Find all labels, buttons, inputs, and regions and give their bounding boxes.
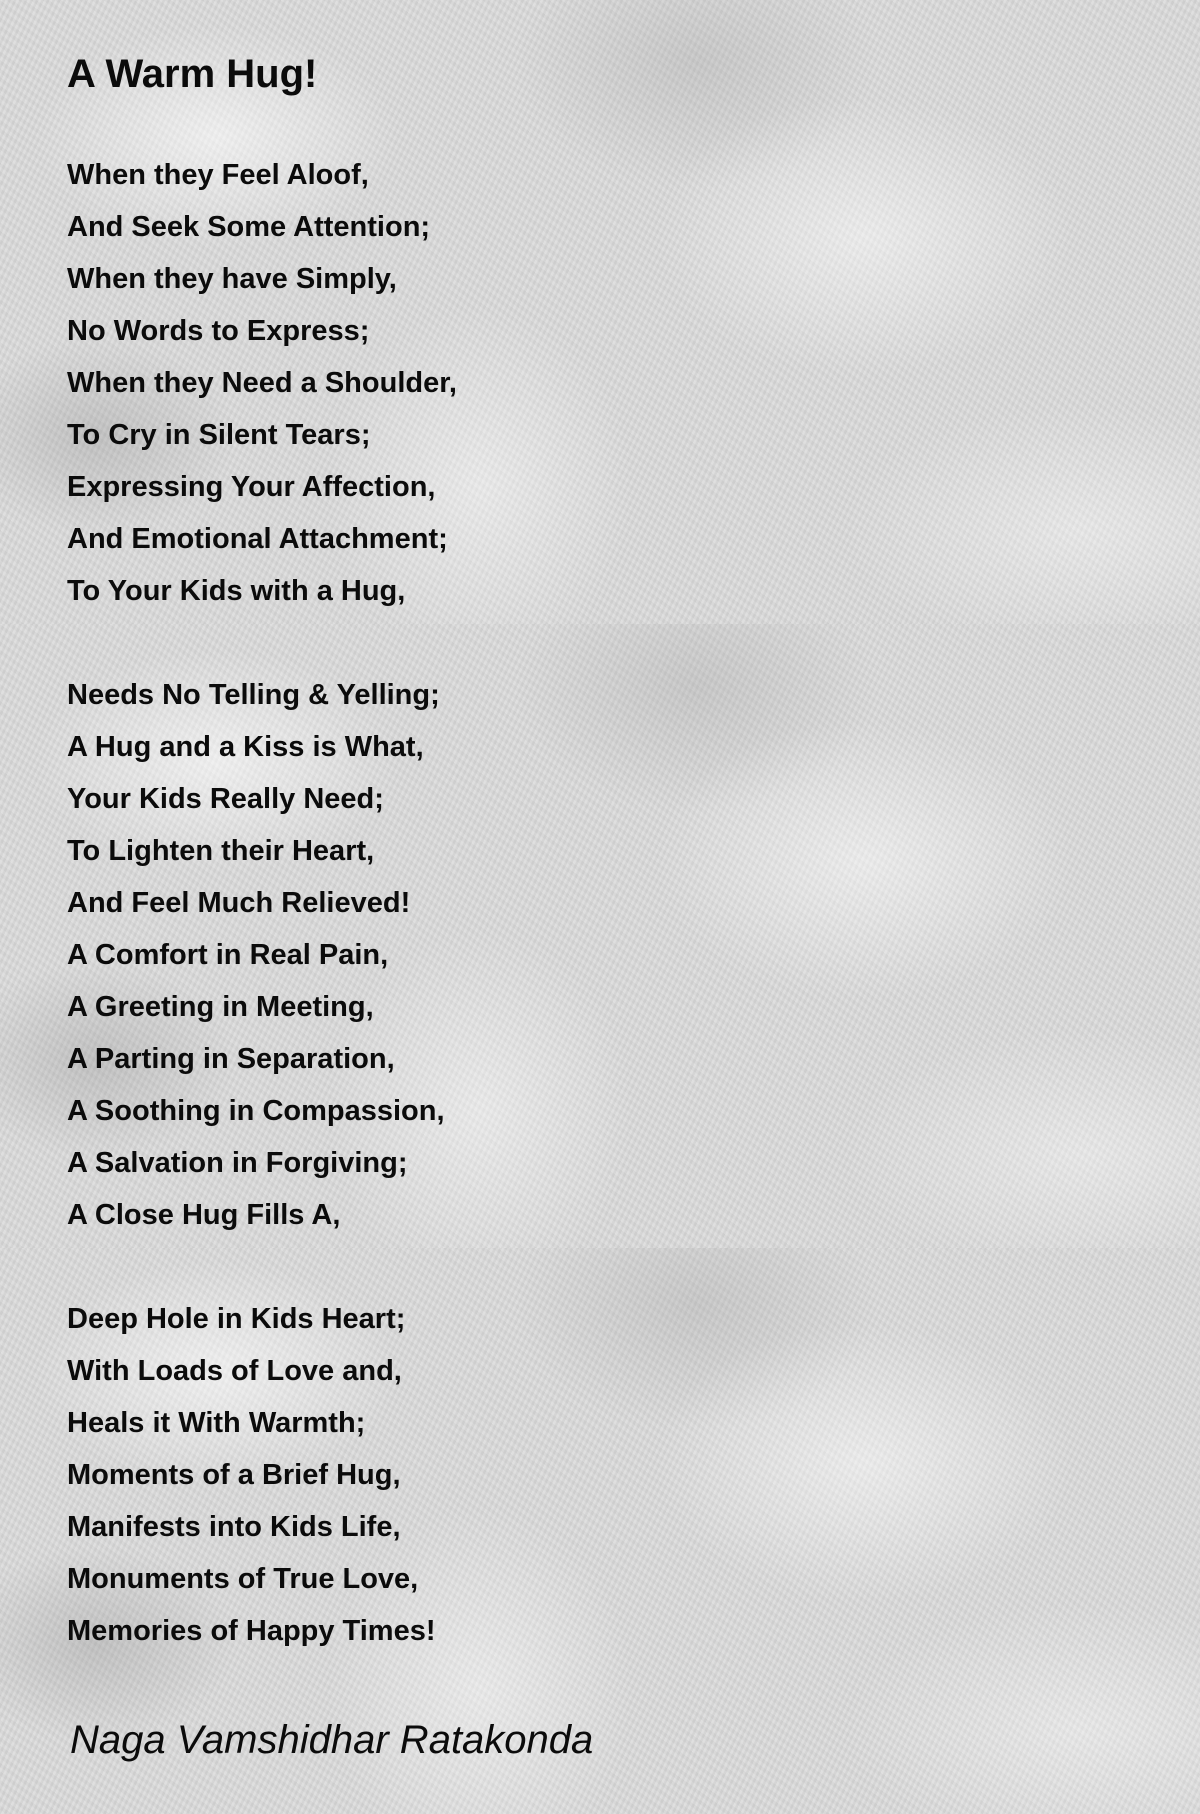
stanza-1 — [67, 152, 457, 620]
poem-line: A Hug and a Kiss is What, — [67, 731, 424, 763]
poem-author: Naga Vamshidhar Ratakonda — [70, 1718, 594, 1762]
poem-line: Moments of a Brief Hug, — [67, 1459, 401, 1491]
poem-line: Monuments of True Love, — [67, 1563, 419, 1595]
stanza-3 — [67, 1296, 436, 1660]
poem-line: No Words to Express; — [67, 315, 370, 347]
poem-line: To Your Kids with a Hug, — [67, 575, 406, 607]
poem-line: Expressing Your Affection, — [67, 471, 436, 503]
poem-line: Your Kids Really Need; — [67, 783, 384, 815]
poem-line: A Salvation in Forgiving; — [67, 1147, 408, 1179]
poem-line: And Emotional Attachment; — [67, 523, 448, 555]
poem-line: A Greeting in Meeting, — [67, 991, 374, 1023]
poem-line: When they have Simply, — [67, 263, 397, 295]
poem-line: A Comfort in Real Pain, — [67, 939, 389, 971]
poem-line: And Feel Much Relieved! — [67, 887, 411, 919]
poem-line: Deep Hole in Kids Heart; — [67, 1303, 406, 1335]
poem-line: To Lighten their Heart, — [67, 835, 375, 867]
poem-line: When they Feel Aloof, — [67, 159, 369, 191]
poem-line: Heals it With Warmth; — [67, 1407, 366, 1439]
poem-line: Needs No Telling & Yelling; — [67, 679, 440, 711]
stanza-2 — [67, 672, 445, 1244]
poem-line: With Loads of Love and, — [67, 1355, 402, 1387]
poem-line: And Seek Some Attention; — [67, 211, 431, 243]
poem-line: A Soothing in Compassion, — [67, 1095, 445, 1127]
poem-line: To Cry in Silent Tears; — [67, 419, 371, 451]
poem-line: When they Need a Shoulder, — [67, 367, 457, 399]
poem-line: Manifests into Kids Life, — [67, 1511, 401, 1543]
poem-line: A Close Hug Fills A, — [67, 1199, 341, 1231]
poem-title: A Warm Hug! — [67, 52, 318, 96]
poem-line: A Parting in Separation, — [67, 1043, 395, 1075]
poem-line: Memories of Happy Times! — [67, 1615, 436, 1647]
